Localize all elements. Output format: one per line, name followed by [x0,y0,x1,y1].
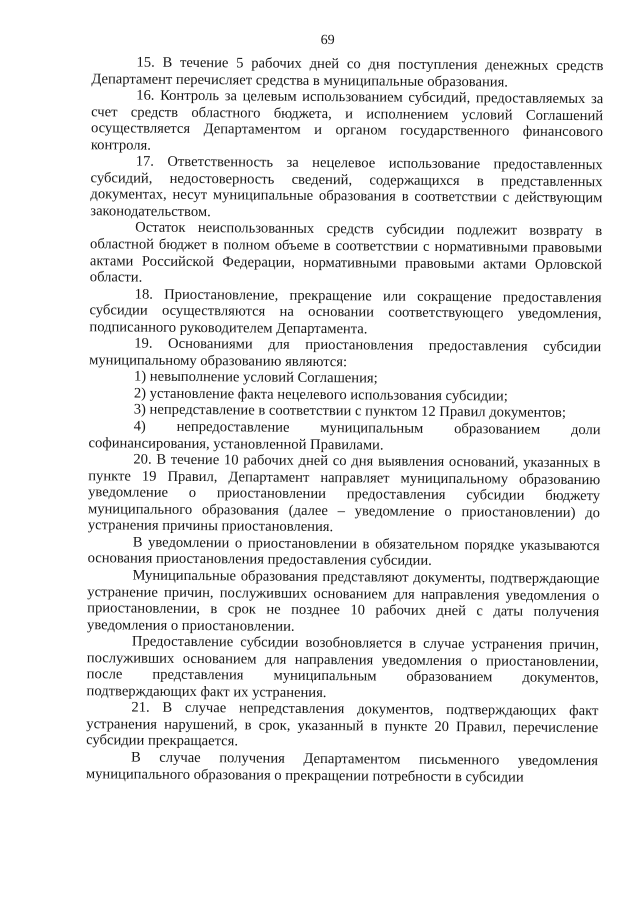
paragraph-16: 16. Контроль за целевым использованием субсидий, предоставляемых за счет средств областного бюджета, и исполнением условий Соглашений осуществляется Департаментом и органом государственного финансового контроля. [90,87,604,154]
list-item-3: 3) непредставление в соответствии с пунктом 12 Правил документов; [133,402,566,422]
paragraph-20-notice: В уведомлении о приостановлении в обязательном порядке указываются основания приостановления предоставления субсидии. [87,534,600,570]
list-item-2: 2) установление факта нецелевого использования субсидии; [133,385,508,405]
page-number: 69 [320,33,335,49]
paragraph-21-continued: В случае получения Департаментом письменного уведомления муниципального образования о прекращении потребности в субсидии [85,749,599,786]
paragraph-15: 15. В течение 5 рабочих дней со дня поступления денежных средств Департамент перечисляет средства в муниципальные образования. [91,54,604,91]
paragraph-21: 21. В случае непредставления документов, подтверждающих факт устранения нарушений, в срок, указанный в пункте 20 Правил, перечисление субсидии прекращается. [86,699,599,750]
list-item-1: 1) невыполнение условий Соглашения; [133,368,378,387]
paragraph-18: 18. Приостановление, прекращение или сокращение предоставления субсидии осуществляются на основании соответствующего уведомления, подписанного руководителем Департамента. [89,286,602,338]
paragraph-20-resumption: Предоставление субсидии возобновляется в случае устранения причин, послуживших основанием для направления уведомления о приостановлении, после представления муниципальным образованием документов, подтверждающих факт их устранения. [86,633,600,701]
paragraph-20: 20. В течение 10 рабочих дней со дня выявления оснований, указанных в пункте 19 Правил, Департамент направляет муниципальному образованию уведомление о приостановлении предоставления субсидии бюджету муниципального образования (далее – уведомление о приостановлении) до устранения причины приостановления. [87,451,601,536]
paragraph-19: 19. Основаниями для приостановления предоставления субсидии муниципальному образованию являются: [89,335,602,371]
paragraph-17-remainder: Остаток неиспользованных средств субсидии подлежит возврату в областной бюджет в полном объеме в соответствии с нормативными правовыми актами Российской Федерации, нормативными правовыми актами Орловской области. [89,220,603,286]
document-body [86,54,604,786]
paragraph-20-documents: Муниципальные образования представляют документы, подтверждающие устранение причин, послуживших основанием для направления уведомления о приостановлении, в срок не позднее 10 рабочих дней с даты получения уведомления о приостановлении. [87,567,600,635]
paragraph-17: 17. Ответственность за нецелевое использование предоставленных субсидий, недостоверность сведений, содержащихся в представленных документах, несут муниципальные образования в соответствии с действующим законодательством. [90,153,603,221]
list-item-4: 4) непредоставление муниципальным образованием доли софинансирования, установленной Правилами. [88,418,601,454]
